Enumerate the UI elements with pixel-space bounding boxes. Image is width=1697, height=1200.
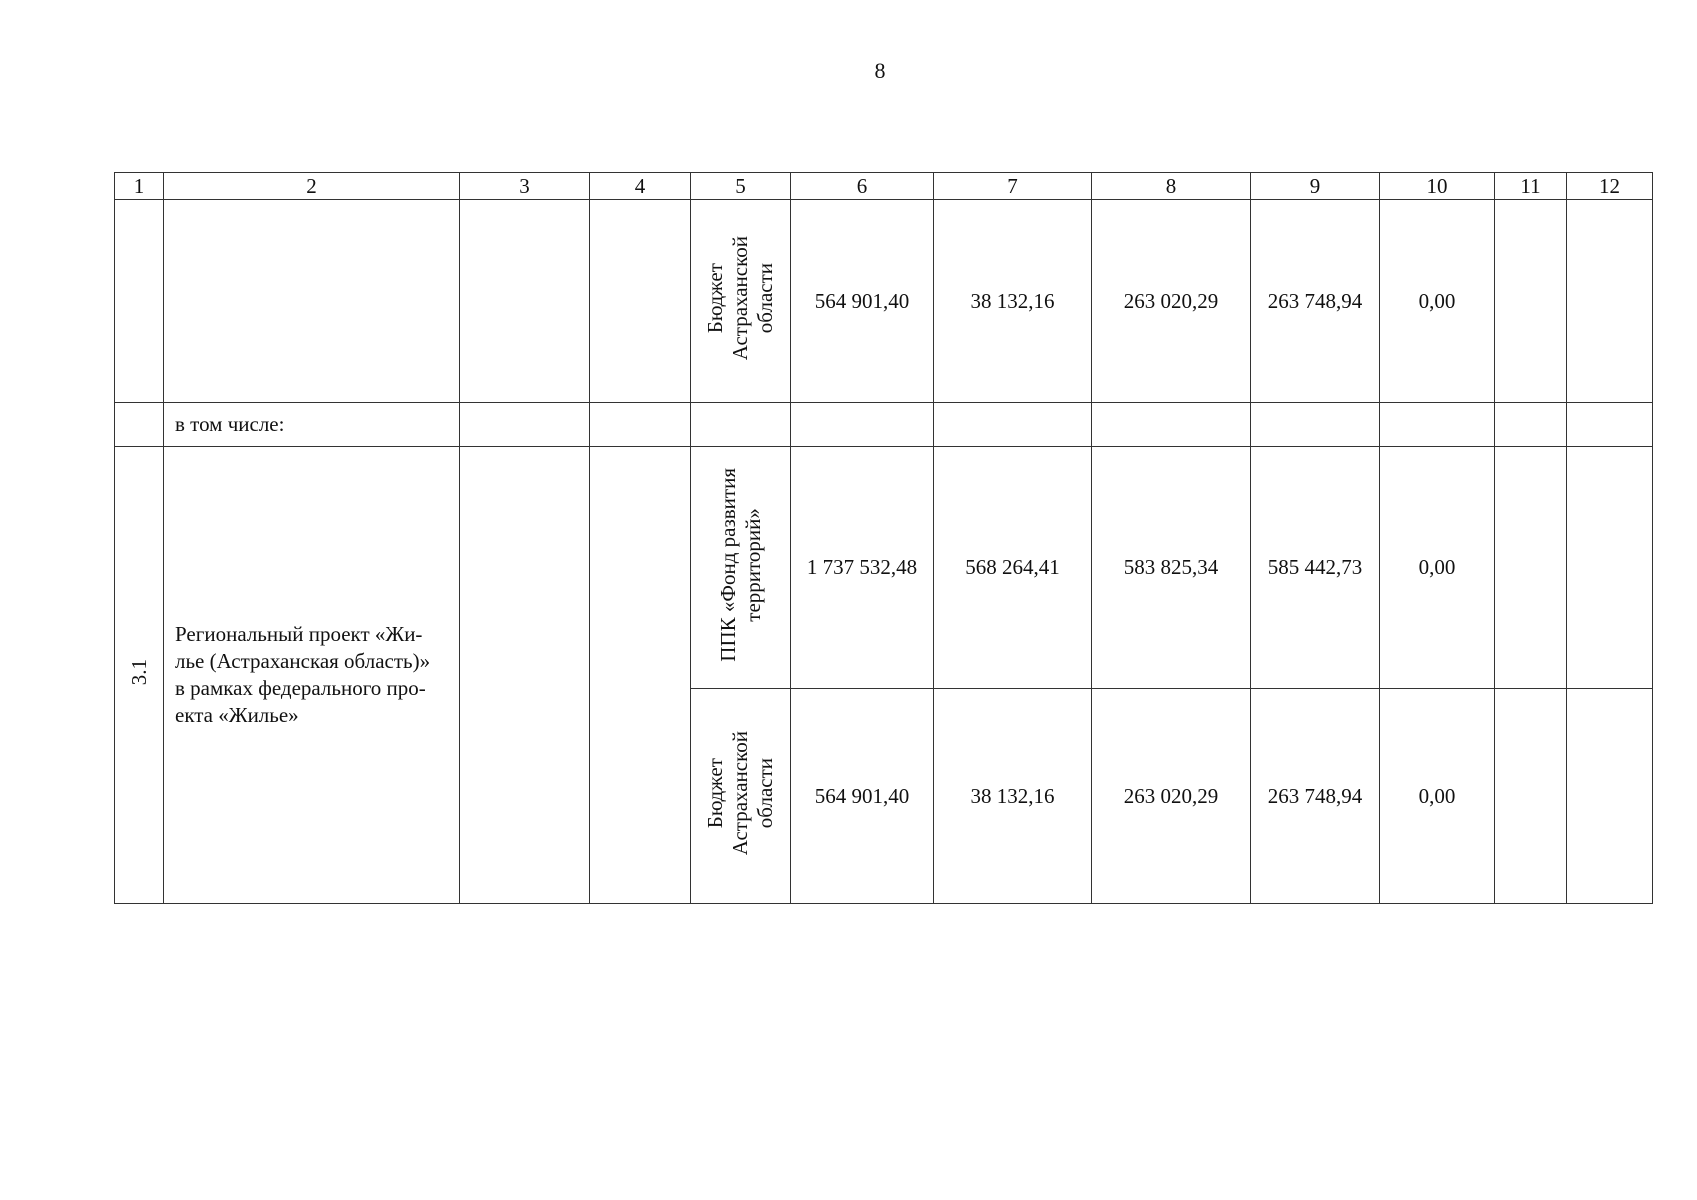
- amount-cell: 0,00: [1380, 447, 1495, 689]
- column-number-cell: 12: [1567, 173, 1653, 200]
- amount-cell: 263 020,29: [1092, 200, 1251, 403]
- column-number-cell: 10: [1380, 173, 1495, 200]
- amount-cell: 564 901,40: [791, 200, 934, 403]
- table-row: [115, 447, 1653, 689]
- column-number-cell: 5: [691, 173, 791, 200]
- table-row: [115, 403, 1653, 447]
- empty-cell: [590, 403, 691, 447]
- column-number-row: [115, 173, 1653, 200]
- empty-cell: [1495, 447, 1567, 689]
- table-row: [115, 200, 1653, 403]
- column-number-cell: 9: [1251, 173, 1380, 200]
- column-number-cell: 2: [164, 173, 460, 200]
- item-number: 3.1: [126, 658, 151, 686]
- subheader-label: в том числе:: [164, 403, 460, 447]
- amount-cell: 38 132,16: [934, 200, 1092, 403]
- empty-cell: [934, 403, 1092, 447]
- funding-source-label: ППК «Фонд развития территорий»: [715, 467, 765, 662]
- item-number-cell: [115, 447, 164, 904]
- amount-cell: 263 748,94: [1251, 689, 1380, 904]
- empty-cell: [115, 200, 164, 403]
- amount-cell: 564 901,40: [791, 689, 934, 904]
- amount-cell: 568 264,41: [934, 447, 1092, 689]
- funding-source-cell: [691, 200, 791, 403]
- funding-source-label: Бюджет Астраханской области: [703, 730, 777, 856]
- empty-cell: [1380, 403, 1495, 447]
- amount-cell: 38 132,16: [934, 689, 1092, 904]
- amount-cell: 0,00: [1380, 200, 1495, 403]
- item-description: Региональный проект «Жи- лье (Астраханская область)» в рамках федерального про- екта «Жилье»: [164, 447, 460, 904]
- amount-cell: 263 020,29: [1092, 689, 1251, 904]
- amount-cell: 0,00: [1380, 689, 1495, 904]
- empty-cell: [590, 200, 691, 403]
- empty-cell: [164, 200, 460, 403]
- funding-source-cell: [691, 689, 791, 904]
- empty-cell: [1567, 689, 1653, 904]
- empty-cell: [460, 200, 590, 403]
- column-number-cell: 4: [590, 173, 691, 200]
- empty-cell: [460, 447, 590, 904]
- funding-source-cell: [691, 447, 791, 689]
- column-number-cell: 7: [934, 173, 1092, 200]
- empty-cell: [1251, 403, 1380, 447]
- amount-cell: 1 737 532,48: [791, 447, 934, 689]
- empty-cell: [1567, 403, 1653, 447]
- amount-cell: 263 748,94: [1251, 200, 1380, 403]
- column-number-cell: 1: [115, 173, 164, 200]
- empty-cell: [115, 403, 164, 447]
- empty-cell: [460, 403, 590, 447]
- column-number-cell: 3: [460, 173, 590, 200]
- column-number-cell: 11: [1495, 173, 1567, 200]
- funding-source-label: Бюджет Астраханской области: [703, 235, 777, 361]
- empty-cell: [590, 447, 691, 904]
- column-number-cell: 8: [1092, 173, 1251, 200]
- empty-cell: [791, 403, 934, 447]
- budget-table: [114, 172, 1653, 904]
- empty-cell: [1092, 403, 1251, 447]
- empty-cell: [1495, 403, 1567, 447]
- empty-cell: [1495, 200, 1567, 403]
- empty-cell: [691, 403, 791, 447]
- column-number-cell: 6: [791, 173, 934, 200]
- empty-cell: [1495, 689, 1567, 904]
- empty-cell: [1567, 447, 1653, 689]
- page-number: 8: [874, 58, 886, 83]
- empty-cell: [1567, 200, 1653, 403]
- amount-cell: 583 825,34: [1092, 447, 1251, 689]
- amount-cell: 585 442,73: [1251, 447, 1380, 689]
